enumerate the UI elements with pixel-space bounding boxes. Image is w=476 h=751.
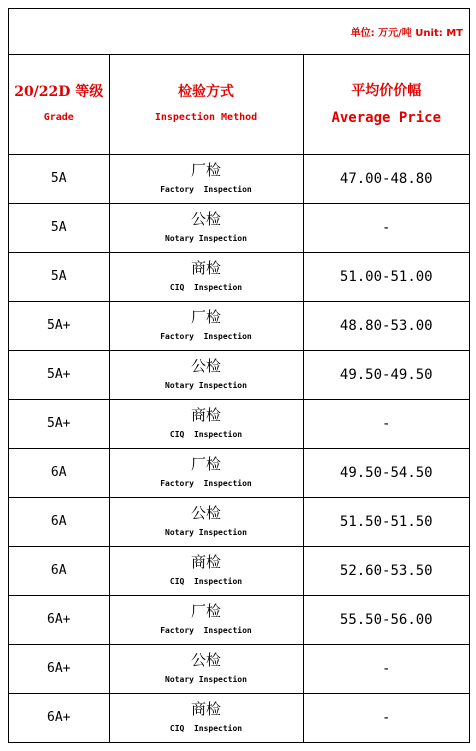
table-row [9, 252, 469, 301]
method-en: Notary Inspection [165, 527, 247, 537]
table-row [9, 595, 469, 644]
method-cn: 公检 [190, 650, 221, 669]
method-en: CIQ Inspection [169, 723, 243, 733]
grade-cell: 6A+ [9, 693, 109, 742]
method-en: Factory Inspection [160, 625, 252, 635]
method-cell [109, 350, 303, 399]
price-table-sheet [8, 8, 470, 743]
grade-cell: 6A [9, 497, 109, 546]
method-cell [109, 644, 303, 693]
method-cn: 厂检 [190, 160, 221, 179]
method-cn: 厂检 [190, 307, 221, 326]
method-cell [109, 154, 303, 203]
table-row [9, 546, 469, 595]
grade-cell: 5A+ [9, 399, 109, 448]
grade-cell: 6A [9, 546, 109, 595]
price-cell: - [303, 644, 469, 693]
price-cell: 49.50-54.50 [303, 448, 469, 497]
method-cn: 厂检 [190, 601, 221, 620]
method-cell [109, 203, 303, 252]
method-cn: 商检 [190, 699, 221, 718]
price-cell: 52.60-53.50 [303, 546, 469, 595]
price-cell: 51.00-51.00 [303, 252, 469, 301]
method-en: CIQ Inspection [169, 282, 243, 292]
price-table [9, 55, 469, 742]
price-cell: 49.50-49.50 [303, 350, 469, 399]
grade-header-en: Grade [43, 112, 74, 124]
method-header-en: Inspection Method [154, 112, 258, 124]
method-cn: 公检 [190, 209, 221, 228]
method-cell [109, 595, 303, 644]
price-cell: - [303, 693, 469, 742]
grade-cell: 5A [9, 252, 109, 301]
method-cn: 商检 [190, 258, 221, 277]
table-row [9, 693, 469, 742]
table-row [9, 203, 469, 252]
method-en: Notary Inspection [165, 233, 247, 243]
method-cn: 公检 [190, 356, 221, 375]
price-header-en: Average Price [331, 110, 442, 127]
header-row [9, 55, 469, 154]
price-cell: - [303, 399, 469, 448]
price-cell: 47.00-48.80 [303, 154, 469, 203]
unit-note-text: 单位: 万元/吨 Unit: MT [350, 28, 463, 39]
grade-cell: 6A [9, 448, 109, 497]
table-row [9, 644, 469, 693]
method-en: CIQ Inspection [169, 576, 243, 586]
grade-cell: 5A+ [9, 350, 109, 399]
unit-note [9, 9, 469, 55]
method-cell [109, 546, 303, 595]
method-cell [109, 252, 303, 301]
price-header [303, 55, 469, 154]
grade-cell: 6A+ [9, 595, 109, 644]
grade-header [9, 55, 109, 154]
price-cell: 48.80-53.00 [303, 301, 469, 350]
price-header-cn: 平均价价幅 [351, 83, 422, 100]
method-en: Notary Inspection [165, 380, 247, 390]
method-header [109, 55, 303, 154]
table-row [9, 448, 469, 497]
table-row [9, 154, 469, 203]
method-cn: 商检 [190, 552, 221, 571]
method-en: Factory Inspection [160, 184, 252, 194]
grade-cell: 5A+ [9, 301, 109, 350]
price-cell: - [303, 203, 469, 252]
table-row [9, 399, 469, 448]
grade-cell: 5A [9, 203, 109, 252]
method-en: Factory Inspection [160, 331, 252, 341]
price-cell: 55.50-56.00 [303, 595, 469, 644]
grade-cell: 5A [9, 154, 109, 203]
method-cell [109, 693, 303, 742]
method-cell [109, 497, 303, 546]
method-cell [109, 301, 303, 350]
table-row [9, 350, 469, 399]
method-cn: 厂检 [190, 454, 221, 473]
method-cn: 公检 [190, 503, 221, 522]
method-en: CIQ Inspection [169, 429, 243, 439]
price-cell: 51.50-51.50 [303, 497, 469, 546]
method-cn: 商检 [190, 405, 221, 424]
method-cell [109, 448, 303, 497]
grade-cell: 6A+ [9, 644, 109, 693]
method-en: Factory Inspection [160, 478, 252, 488]
method-cell [109, 399, 303, 448]
table-row [9, 497, 469, 546]
table-row [9, 301, 469, 350]
grade-header-cn: 20/22D 等级 [14, 84, 104, 101]
method-header-cn: 检验方式 [178, 84, 234, 101]
method-en: Notary Inspection [165, 674, 247, 684]
